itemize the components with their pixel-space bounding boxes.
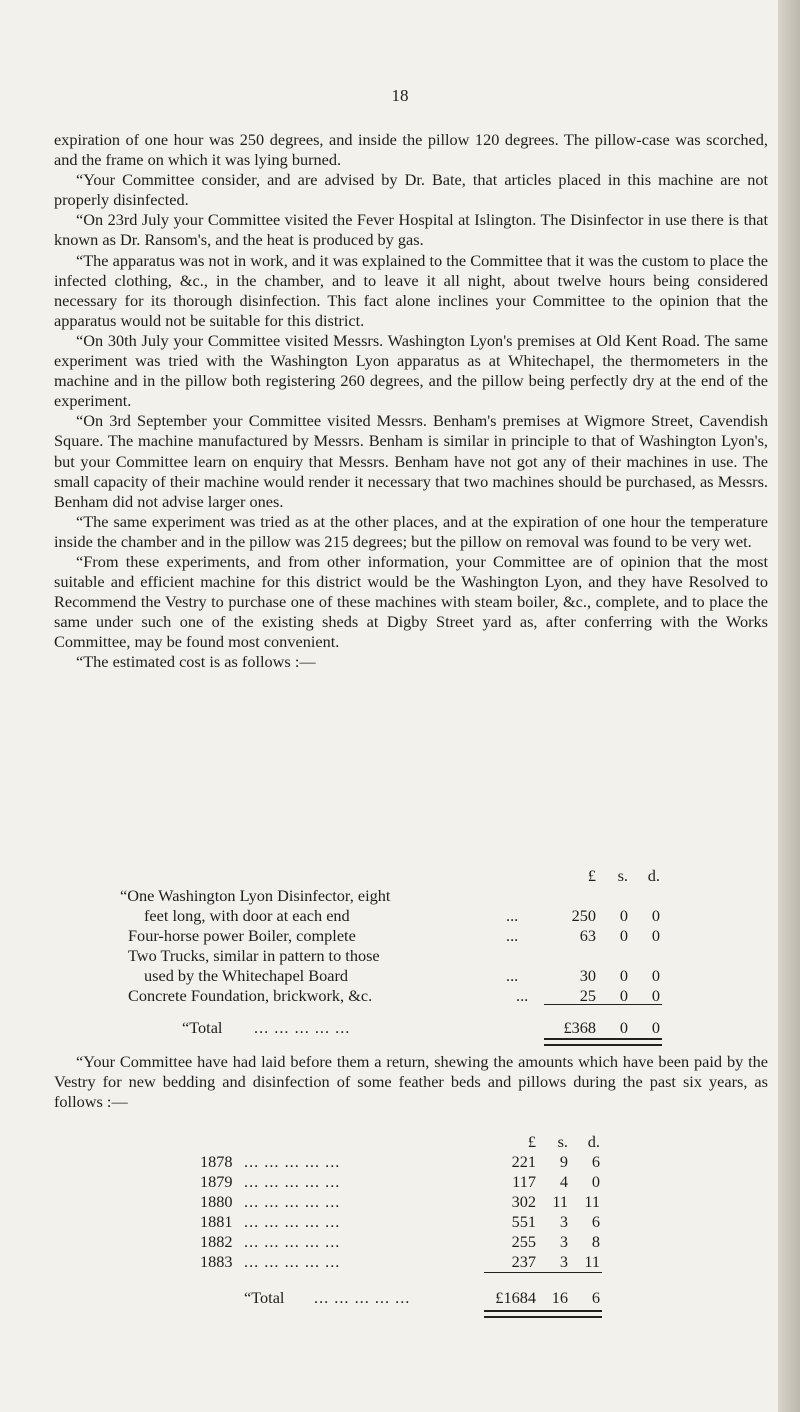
bedding-return-table (54, 1132, 768, 1308)
year-label: 1878 (200, 1152, 233, 1171)
pence-header: d. (647, 866, 660, 885)
cost-item-label: feet long, with door at each end (144, 906, 350, 925)
paragraph-9: “The estimated cost is as follows :— (76, 652, 316, 672)
return-pounds: 302 (511, 1192, 536, 1211)
leader-dots: ... ... ... ... ... (244, 1232, 341, 1251)
cost-row (54, 966, 768, 986)
return-shillings: 4 (559, 1172, 568, 1191)
return-pounds: 551 (511, 1212, 536, 1231)
cost-pence: 0 (651, 906, 660, 925)
paragraph-6: “On 3rd September your Committee visited Messrs. Benham's premises at Wigmore Street, Cavendish Square. The machine manufactured by Messrs. Benham is similar in principle to that of Washington Lyon's, but your Committee learn on enquiry that Messrs. Benham have not got any of their machines in use. The small capacity of their machine would render it necessary that two machines should be purchased, as Messrs. Benham did not advise larger ones. (54, 411, 768, 511)
leader-dots: ... ... ... ... ... (244, 1172, 341, 1191)
pounds-header: £ (587, 866, 596, 885)
cost-row (54, 986, 768, 1006)
page-number: 18 (391, 86, 409, 105)
pounds-header: £ (527, 1132, 536, 1151)
paragraph-8: “From these experiments, and from other information, your Committee are of opinion that the most suitable and efficient machine for this district would be the Washington Lyon, and they have Resolved to Recommend the Vestry to purchase one of these machines with steam boiler, &c., complete, and to place the same under such one of the existing sheds at Digby Street yard as, after conferring with the Works Committee, may be found most convenient. (54, 551, 768, 652)
return-shillings: 3 (559, 1212, 568, 1231)
return-row (54, 1172, 768, 1192)
leader-dots: ... (506, 906, 519, 925)
paragraph-7: “The same experiment was tried as at the other places, and at the expiration of one hour the temperature inside the chamber and in the pillow was 215 degrees; but the pillow on removal was found to be very wet. (54, 511, 768, 551)
year-label: 1879 (200, 1172, 233, 1191)
leader-dots: ... (516, 986, 529, 1005)
shillings-header: s. (617, 866, 628, 885)
leader-dots: ... ... ... ... ... (244, 1212, 341, 1231)
return-pounds: 117 (512, 1172, 536, 1191)
return-pounds: 237 (511, 1252, 536, 1271)
pence-header: d. (587, 1132, 600, 1151)
paragraph-5: “On 30th July your Committee visited Messrs. Washington Lyon's premises at Old Kent Road. The same experiment was tried with the Washington Lyon apparatus as at Whitechapel, the thermometers in the machine and in the pillow both registering 260 degrees, and the pillow being perfectly dry at the end of the experiment. (54, 330, 768, 411)
cost-item-label: Four-horse power Boiler, complete (128, 926, 356, 945)
cost-pounds: 250 (571, 906, 596, 925)
estimated-cost-table (54, 866, 768, 1038)
return-total-row (54, 1288, 768, 1308)
total-pence: 0 (651, 1018, 660, 1037)
cost-row-label (54, 886, 768, 906)
total-label: “Total (182, 1018, 223, 1037)
return-pence: 8 (591, 1232, 600, 1251)
leader-dots: ... ... ... ... ... (244, 1192, 341, 1211)
cost-pounds: 25 (579, 986, 596, 1005)
subtotal-rule (484, 1272, 602, 1273)
shillings-header: s. (557, 1132, 568, 1151)
cost-pence: 0 (651, 986, 660, 1005)
total-pence: 6 (591, 1288, 600, 1307)
return-row (54, 1252, 768, 1272)
return-row (54, 1212, 768, 1232)
return-pence: 6 (591, 1212, 600, 1231)
return-pounds: 221 (511, 1152, 536, 1171)
return-table-header (54, 1132, 768, 1152)
leader-dots: ... ... ... ... ... (244, 1152, 341, 1171)
return-shillings: 9 (559, 1152, 568, 1171)
return-pence: 6 (591, 1152, 600, 1171)
cost-item-label: Two Trucks, similar in pattern to those (128, 946, 380, 965)
page-edge-shadow (778, 0, 800, 1412)
cost-shillings: 0 (619, 986, 628, 1005)
cost-row (54, 906, 768, 926)
cost-row (54, 926, 768, 946)
cost-pence: 0 (651, 926, 660, 945)
cost-item-label: Concrete Foundation, brickwork, &c. (128, 986, 373, 1005)
paragraph-2: “Your Committee consider, and are advised by Dr. Bate, that articles placed in this machine are not properly disinfected. (54, 170, 768, 210)
return-shillings: 3 (559, 1232, 568, 1251)
total-shillings: 0 (619, 1018, 628, 1037)
leader-dots: ... (506, 966, 519, 985)
return-shillings: 3 (559, 1252, 568, 1271)
year-label: 1882 (200, 1232, 233, 1251)
total-pounds: £368 (563, 1018, 596, 1037)
cost-total-row (54, 1018, 768, 1038)
paragraph-4: “The apparatus was not in work, and it was explained to the Committee that it was the custom to place the infected clothing, &c., in the chamber, and to leave it all night, about twelve hours being considered necessary for its thorough disinfection. This fact alone inclines your Committee to the opinion that the apparatus would not be suitable for this district. (54, 250, 768, 330)
return-paragraph: “Your Committee have had laid before them a return, shewing the amounts which have been paid by the Vestry for new bedding and disinfection of some feather beds and pillows during the past six years, as follows :— (54, 1052, 768, 1112)
total-double-rule (484, 1310, 602, 1318)
report-body (54, 130, 768, 673)
cost-shillings: 0 (619, 906, 628, 925)
leader-dots: ... (506, 926, 519, 945)
return-pence: 11 (584, 1192, 600, 1211)
cost-pence: 0 (651, 966, 660, 985)
total-shillings: 16 (551, 1288, 568, 1307)
return-shillings: 11 (552, 1192, 568, 1211)
cost-shillings: 0 (619, 966, 628, 985)
cost-pounds: 30 (579, 966, 596, 985)
return-row (54, 1232, 768, 1252)
total-label: “Total (244, 1288, 285, 1307)
total-double-rule (544, 1038, 662, 1046)
cost-table-header (54, 866, 768, 886)
return-pence: 11 (584, 1252, 600, 1271)
leader-dots: ... ... ... ... ... (314, 1288, 411, 1307)
paragraph-1: expiration of one hour was 250 degrees, and inside the pillow 120 degrees. The pillow-case was scorched, and the frame on which it was lying burned. (54, 130, 768, 170)
cost-item-label: used by the Whitechapel Board (144, 966, 349, 985)
year-label: 1883 (200, 1252, 233, 1271)
total-pounds: £1684 (495, 1288, 536, 1307)
return-pounds: 255 (511, 1232, 536, 1251)
cost-item-label: “One Washington Lyon Disinfector, eight (120, 886, 391, 905)
leader-dots: ... ... ... ... ... (244, 1252, 341, 1271)
return-text (54, 1052, 768, 1112)
cost-row-label (54, 946, 768, 966)
subtotal-rule (544, 1004, 662, 1005)
cost-shillings: 0 (619, 926, 628, 945)
return-row (54, 1152, 768, 1172)
paragraph-3: “On 23rd July your Committee visited the Fever Hospital at Islington. The Disinfector in use there is that known as Dr. Ransom's, and the heat is produced by gas. (54, 210, 768, 250)
return-pence: 0 (591, 1172, 600, 1191)
year-label: 1881 (200, 1212, 233, 1231)
leader-dots: ... ... ... ... ... (254, 1018, 351, 1037)
return-row (54, 1192, 768, 1212)
year-label: 1880 (200, 1192, 233, 1211)
cost-pounds: 63 (579, 926, 596, 945)
